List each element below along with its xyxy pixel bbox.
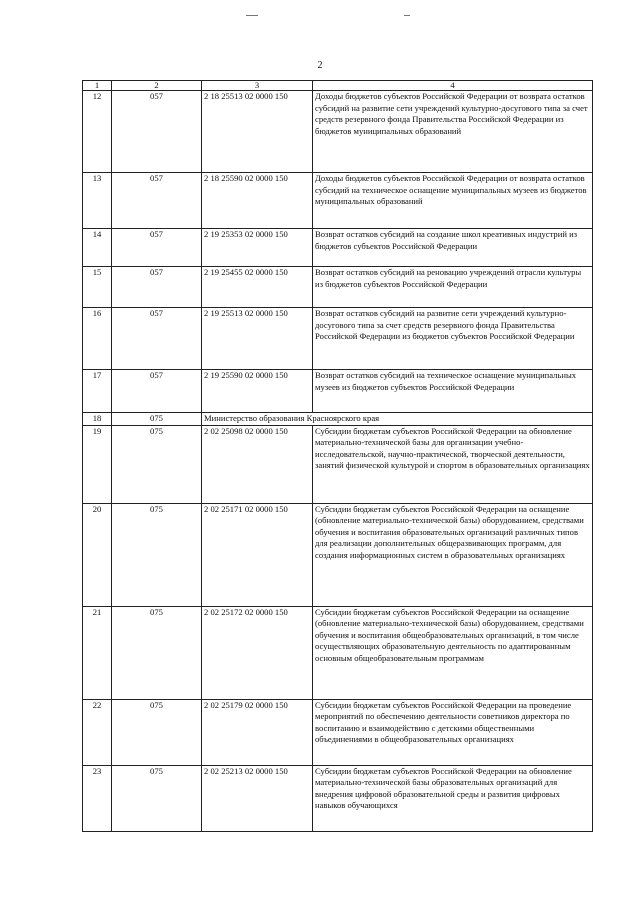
- budget-code: 2 18 25513 02 0000 150: [202, 91, 313, 173]
- budget-code: 2 02 25098 02 0000 150: [202, 425, 313, 503]
- admin-code: 057: [112, 370, 202, 413]
- income-name: Возврат остатков субсидий на развитие сети учреждений культурно-досугового типа за счет средств резервного фонда Правительства Российской Федерации из бюджетов субъектов Российской Федерации: [313, 308, 593, 370]
- table-row: [83, 229, 593, 267]
- table-row: [83, 308, 593, 370]
- admin-code: 057: [112, 267, 202, 308]
- ministry-name: Министерство образования Красноярского края: [202, 413, 593, 426]
- income-name: Возврат остатков субсидий на реновацию учреждений отрасли культуры из бюджетов субъектов Российской Федерации: [313, 267, 593, 308]
- row-number: 20: [83, 503, 112, 606]
- admin-code: 057: [112, 308, 202, 370]
- budget-code: 2 02 25213 02 0000 150: [202, 765, 313, 831]
- income-name: Субсидии бюджетам субъектов Российской Федерации на обновление материально-технической базы для организации учебно-исследовательской, научно-практической, творческой деятельности, занятий физической культурой и спортом в образовательных организациях: [313, 425, 593, 503]
- column-header: 2: [112, 81, 202, 91]
- table-row: [83, 699, 593, 765]
- budget-code: 2 19 25455 02 0000 150: [202, 267, 313, 308]
- table-row-ministry: [83, 413, 593, 426]
- budget-code: 2 18 25590 02 0000 150: [202, 173, 313, 229]
- admin-code: 075: [112, 503, 202, 606]
- admin-code: 057: [112, 91, 202, 173]
- column-header: 3: [202, 81, 313, 91]
- row-number: 19: [83, 425, 112, 503]
- row-number: 14: [83, 229, 112, 267]
- row-number: 21: [83, 606, 112, 699]
- table-row: [83, 606, 593, 699]
- table-row: [83, 370, 593, 413]
- row-number: 22: [83, 699, 112, 765]
- row-number: 23: [83, 765, 112, 831]
- scan-artifact-line: [404, 15, 410, 16]
- income-name: Субсидии бюджетам субъектов Российской Федерации на оснащение (обновление материально-технической базы) оборудованием, средствами обучения и воспитания образовательных организаций различных типов для реализации дополнительных общеразвивающих программ, для создания информационных систем в образовательных организациях: [313, 503, 593, 606]
- budget-code: 2 19 25590 02 0000 150: [202, 370, 313, 413]
- income-name: Субсидии бюджетам субъектов Российской Федерации на оснащение (обновление материально-технической базы) оборудованием, средствами обучения и воспитания общеобразовательных организаций, в том числе осуществляющих образовательную деятельность по адаптированным основным общеобразовательным программам: [313, 606, 593, 699]
- budget-code: 2 02 25172 02 0000 150: [202, 606, 313, 699]
- scan-artifact-line: [246, 15, 258, 16]
- column-header: 1: [83, 81, 112, 91]
- table-row: [83, 91, 593, 173]
- row-number: 17: [83, 370, 112, 413]
- row-number: 18: [83, 413, 112, 426]
- budget-code: 2 02 25179 02 0000 150: [202, 699, 313, 765]
- budget-code: 2 19 25513 02 0000 150: [202, 308, 313, 370]
- table-row: [83, 503, 593, 606]
- admin-code: 075: [112, 699, 202, 765]
- row-number: 13: [83, 173, 112, 229]
- income-name: Субсидии бюджетам субъектов Российской Федерации на обновление материально-технической базы образовательных организаций для внедрения цифровой образовательной среды и развития цифровых навыков обучающихся: [313, 765, 593, 831]
- page-number: 2: [317, 60, 323, 71]
- admin-code: 075: [112, 606, 202, 699]
- table-header-row: [83, 81, 593, 91]
- row-number: 15: [83, 267, 112, 308]
- income-name: Доходы бюджетов субъектов Российской Федерации от возврата остатков субсидий на развитие сети учреждений культурно-досугового типа за счет средств резервного фонда Правительства Российской Федерации из бюджетов муниципальных образований: [313, 91, 593, 173]
- table-row: [83, 765, 593, 831]
- column-header: 4: [313, 81, 593, 91]
- budget-code: 2 19 25353 02 0000 150: [202, 229, 313, 267]
- income-name: Возврат остатков субсидий на техническое оснащение муниципальных музеев из бюджетов субъектов Российской Федерации: [313, 370, 593, 413]
- admin-code: 075: [112, 765, 202, 831]
- row-number: 16: [83, 308, 112, 370]
- table-row: [83, 267, 593, 308]
- admin-code: 057: [112, 229, 202, 267]
- admin-code: 075: [112, 413, 202, 426]
- table-row: [83, 425, 593, 503]
- row-number: 12: [83, 91, 112, 173]
- admin-code: 075: [112, 425, 202, 503]
- table-row: [83, 173, 593, 229]
- budget-classification-table: [82, 80, 593, 832]
- income-name: Доходы бюджетов субъектов Российской Федерации от возврата остатков субсидий на техническое оснащение муниципальных музеев из бюджетов муниципальных образований: [313, 173, 593, 229]
- admin-code: 057: [112, 173, 202, 229]
- budget-code: 2 02 25171 02 0000 150: [202, 503, 313, 606]
- income-name: Субсидии бюджетам субъектов Российской Федерации на проведение мероприятий по обеспечению деятельности советников директора по воспитанию и взаимодействию с детскими общественными объединениями в общеобразовательных организациях: [313, 699, 593, 765]
- income-name: Возврат остатков субсидий на создание школ креативных индустрий из бюджетов субъектов Российской Федерации: [313, 229, 593, 267]
